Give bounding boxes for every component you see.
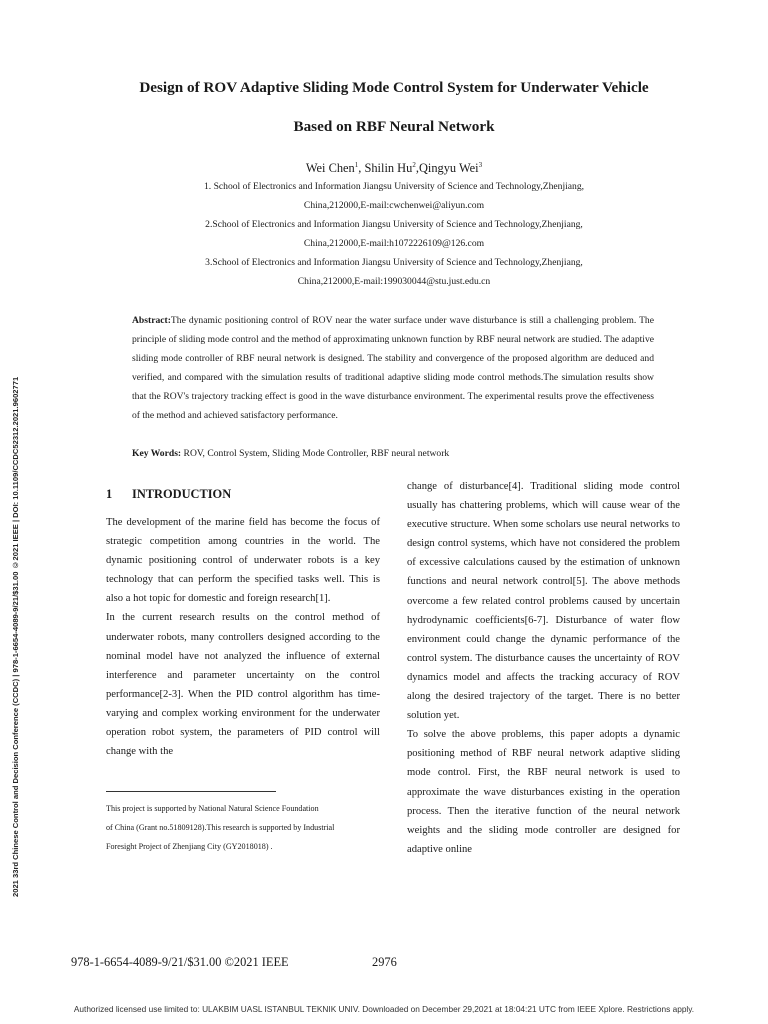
author-separator: ,	[358, 161, 365, 175]
affiliation-3-line-2: China,212000,E-mail:199030044@stu.just.edu.cn	[297, 276, 491, 287]
left-column	[106, 513, 380, 761]
section-number: 1	[106, 487, 113, 501]
footnote-line: of China (Grant no.51809128).This research is supported by Industrial	[106, 823, 335, 832]
right-column	[407, 477, 680, 859]
paper-title-line-2: Based on RBF Neural Network	[293, 118, 495, 135]
author-2: Shilin Hu	[364, 161, 413, 175]
footnote-line: Foresight Project of Zhenjiang City (GY2018018) .	[106, 842, 273, 851]
paragraph: change of disturbance[4]. Traditional sliding mode control usually has chattering problems, which will cause wear of the executive structure. When some scholars use neural networks to design control systems, which have not considered the problem of excessive calculations caused by the estimation of unknown functions and neural network control[5]. The above methods overcome a few related control problems caused by uncertain hydrodynamic coefficients[6-7]. Disturbance of water flow environment could change the dynamic performance of the control system. The disturbance causes the uncertainty of ROV dynamics model and affects the tracking accuracy of ROV along the desired trajectory of the target. There is no better solution yet.	[407, 481, 680, 722]
paragraph: The development of the marine field has become the focus of strategic competition among countries in the world. The dynamic positioning control of underwater robots is a key technology that can perform the specified tasks well. This is also a hot topic for domestic and foreign research[1].	[106, 517, 380, 605]
keywords-label: Key Words:	[132, 448, 182, 459]
license-notice: Authorized licensed use limited to: ULAKBIM UASL ISTANBUL TEKNIK UNIV. Downloaded on December 29,2021 at 18:04:21 UTC from IEEE Xplore. Restrictions apply.	[73, 1004, 695, 1014]
affiliation-2-line-2: China,212000,E-mail:h1072226109@126.com	[303, 238, 485, 249]
isbn-footer: 978-1-6654-4089-9/21/$31.00 ©2021 IEEE	[71, 955, 289, 969]
paper-title-line-1: Design of ROV Adaptive Sliding Mode Control System for Underwater Vehicle	[139, 79, 649, 96]
author-1-affil-mark: 1	[354, 160, 359, 169]
author-separator: ,	[415, 161, 419, 175]
footnote-separator	[106, 791, 276, 792]
keywords-text: ROV, Control System, Sliding Mode Controller, RBF neural network	[181, 448, 450, 459]
author-1: Wei Chen	[305, 161, 355, 175]
author-3-affil-mark: 3	[478, 160, 483, 169]
keywords	[132, 448, 654, 459]
page-number: 2976	[372, 955, 397, 969]
footnote-line: This project is supported by National Natural Science Foundation	[106, 804, 319, 813]
author-3: Qingyu Wei	[418, 161, 479, 175]
affiliation-1-line-2: China,212000,E-mail:cwchenwei@aliyun.com	[303, 200, 485, 211]
section-heading	[106, 487, 231, 502]
abstract-label: Abstract:	[132, 315, 171, 326]
affiliation-2-line-1: 2.School of Electronics and Information Jiangsu University of Science and Technology,Zhenjiang,	[205, 219, 583, 230]
paragraph: To solve the above problems, this paper adopts a dynamic positioning method of RBF neural network adaptive sliding mode control. First, the RBF neural network is used to approximate the wave disturbances existing in the operation process. Then the iterative function of the neural network weights and the sliding mode controller are designed for adaptive online	[407, 729, 680, 855]
section-title: INTRODUCTION	[132, 487, 232, 501]
affiliation-1-line-1: 1. School of Electronics and Information Jiangsu University of Science and Technology,Zhenjiang,	[203, 181, 585, 192]
author-list	[60, 161, 728, 176]
paragraph: In the current research results on the control method of underwater robots, many controllers designed according to the nominal model have not analyzed the influence of external interference and parameter uncertainty on the control performance[2-3]. When the PID control algorithm has time-varying and complex working environment for the underwater operation robot system, the parameters of PID control will change with the	[106, 612, 380, 758]
footnote	[106, 799, 386, 856]
abstract-text: The dynamic positioning control of ROV near the water surface under wave disturbance is still a challenging problem. The principle of sliding mode control and the method of approximating unknown function by RBF neural network are studied. The adaptive sliding mode controller of RBF neural network is designed. The stability and convergence of the proposed algorithm are deduced and verified, and compared with the simulation results of traditional adaptive sliding mode control methods.The simulation results show that the ROV's trajectory tracking effect is good in the wave disturbance environment. The experimental results prove the effectiveness of the method and achieved satisfactory performance.	[132, 315, 654, 422]
affiliation-3-line-1: 3.School of Electronics and Information Jiangsu University of Science and Technology,Zhenjiang,	[205, 257, 583, 268]
abstract	[132, 311, 654, 426]
author-2-affil-mark: 2	[412, 160, 416, 169]
conference-side-banner: 2021 33rd Chinese Control and Decision Conference (CCDC) | 978-1-6654-4089-9/21/$31.00 ©2021 IEEE | DOI: 10.1109/CCDC52312.2021.9602771	[11, 376, 20, 898]
